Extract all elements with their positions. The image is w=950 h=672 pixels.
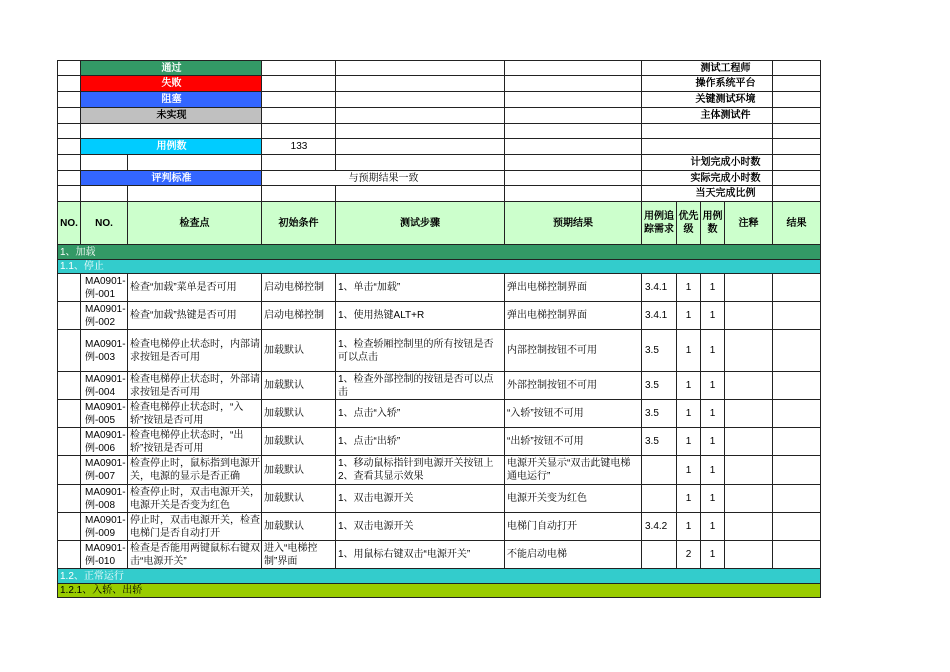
blank-cell <box>336 108 505 124</box>
table-header-row <box>58 202 821 245</box>
trace-requirement-cell: 3.4.1 <box>642 302 677 330</box>
info-label-planned-hours: 计划完成小时数 <box>642 155 773 171</box>
summary-row <box>58 124 821 139</box>
header-result: 结果 <box>773 202 821 245</box>
blank-cell <box>505 108 642 124</box>
result-cell <box>773 513 821 541</box>
result-cell <box>773 541 821 569</box>
blank-cell <box>773 139 821 155</box>
blank-cell <box>81 186 128 202</box>
blank-cell <box>128 155 262 171</box>
header-expected-result: 预期结果 <box>505 202 642 245</box>
precondition-cell: 加载默认 <box>262 456 336 485</box>
summary-row <box>58 76 821 92</box>
case-count-cell: 1 <box>701 372 725 400</box>
legend-blocked: 阻塞 <box>81 92 262 108</box>
case-count-cell: 1 <box>701 274 725 302</box>
blank-cell <box>58 186 81 202</box>
expected-result-cell: 外部控制按钮不可用 <box>505 372 642 400</box>
priority-cell: 1 <box>677 274 701 302</box>
case-id-cell: MA0901-例-002 <box>81 302 128 330</box>
case-count-cell: 1 <box>701 456 725 485</box>
info-value-actual-hours <box>773 171 821 186</box>
legend-fail: 失败 <box>81 76 262 92</box>
table-row <box>58 541 821 569</box>
header-note: 注释 <box>725 202 773 245</box>
blank-cell <box>336 124 505 139</box>
info-label-daily-completion-ratio: 当天完成比例 <box>642 186 773 202</box>
section-title: 1.1、停止 <box>58 260 821 274</box>
row-no-cell <box>58 372 81 400</box>
trace-requirement-cell <box>642 541 677 569</box>
blank-cell <box>81 124 262 139</box>
blank-cell <box>642 139 773 155</box>
expected-result-cell: 内部控制按钮不可用 <box>505 330 642 372</box>
header-case-count: 用例数 <box>701 202 725 245</box>
case-count-cell: 1 <box>701 485 725 513</box>
info-value-main-test-item <box>773 108 821 124</box>
expected-result-cell: 不能启动电梯 <box>505 541 642 569</box>
test-case-sheet <box>57 60 821 598</box>
case-count-label: 用例数 <box>81 139 262 155</box>
trace-requirement-cell: 3.5 <box>642 428 677 456</box>
blank-cell <box>336 92 505 108</box>
expected-result-cell: 电源开关变为红色 <box>505 485 642 513</box>
result-cell <box>773 428 821 456</box>
summary-row <box>58 155 821 171</box>
case-id-cell: MA0901-例-001 <box>81 274 128 302</box>
row-no-cell <box>58 485 81 513</box>
case-id-cell: MA0901-例-010 <box>81 541 128 569</box>
header-no-2: NO. <box>81 202 128 245</box>
blank-cell <box>262 108 336 124</box>
case-count-cell: 1 <box>701 428 725 456</box>
table-row <box>58 330 821 372</box>
case-id-cell: MA0901-例-004 <box>81 372 128 400</box>
note-cell <box>725 513 773 541</box>
table-row <box>58 513 821 541</box>
row-no-cell <box>58 513 81 541</box>
case-count-value: 133 <box>262 139 336 155</box>
case-count-cell: 1 <box>701 330 725 372</box>
steps-cell: 1、单击“加载” <box>336 274 505 302</box>
case-count-cell: 1 <box>701 541 725 569</box>
checkpoint-cell: 检查停止时，双击电源开关，电源开关是否变为红色 <box>128 485 262 513</box>
result-cell <box>773 485 821 513</box>
case-id-cell: MA0901-例-007 <box>81 456 128 485</box>
blank-cell <box>128 186 262 202</box>
expected-result-cell: 电源开关显示“双击此键电梯通电运行” <box>505 456 642 485</box>
precondition-cell: 加载默认 <box>262 428 336 456</box>
section-title: 1.2.1、入轿、出轿 <box>58 584 821 598</box>
table-row <box>58 372 821 400</box>
precondition-cell: 加载默认 <box>262 513 336 541</box>
info-label-main-test-item: 主体测试件 <box>642 108 773 124</box>
header-priority: 优先级 <box>677 202 701 245</box>
blank-cell <box>58 92 81 108</box>
priority-cell: 1 <box>677 428 701 456</box>
blank-cell <box>58 139 81 155</box>
criteria-label: 评判标准 <box>81 171 262 186</box>
checkpoint-cell: 检查电梯停止状态时，内部请求按钮是否可用 <box>128 330 262 372</box>
note-cell <box>725 428 773 456</box>
info-value-daily-completion-ratio <box>773 186 821 202</box>
result-cell <box>773 330 821 372</box>
table-row <box>58 428 821 456</box>
result-cell <box>773 302 821 330</box>
trace-requirement-cell: 3.4.2 <box>642 513 677 541</box>
checkpoint-cell: 检查“加载”热键是否可用 <box>128 302 262 330</box>
blank-cell <box>58 171 81 186</box>
precondition-cell: 加载默认 <box>262 330 336 372</box>
row-no-cell <box>58 541 81 569</box>
blank-cell <box>58 61 81 76</box>
trace-requirement-cell: 3.4.1 <box>642 274 677 302</box>
case-count-cell: 1 <box>701 400 725 428</box>
row-no-cell <box>58 330 81 372</box>
info-value-planned-hours <box>773 155 821 171</box>
blank-cell <box>58 124 81 139</box>
result-cell <box>773 400 821 428</box>
table-row <box>58 274 821 302</box>
case-id-cell: MA0901-例-003 <box>81 330 128 372</box>
expected-result-cell: 电梯门自动打开 <box>505 513 642 541</box>
note-cell <box>725 541 773 569</box>
case-id-cell: MA0901-例-008 <box>81 485 128 513</box>
blank-cell <box>642 124 773 139</box>
section-title: 1、加载 <box>58 245 821 260</box>
blank-cell <box>336 61 505 76</box>
info-label-actual-hours: 实际完成小时数 <box>642 171 773 186</box>
trace-requirement-cell <box>642 456 677 485</box>
blank-cell <box>262 92 336 108</box>
priority-cell: 1 <box>677 400 701 428</box>
precondition-cell: 加载默认 <box>262 400 336 428</box>
table-row <box>58 485 821 513</box>
blank-cell <box>262 124 336 139</box>
case-count-cell: 1 <box>701 302 725 330</box>
trace-requirement-cell <box>642 485 677 513</box>
table-row <box>58 400 821 428</box>
blank-cell <box>262 76 336 92</box>
legend-not-implemented: 未实现 <box>81 108 262 124</box>
expected-result-cell: 弹出电梯控制界面 <box>505 274 642 302</box>
blank-cell <box>336 76 505 92</box>
note-cell <box>725 274 773 302</box>
steps-cell: 1、使用热键ALT+R <box>336 302 505 330</box>
blank-cell <box>58 76 81 92</box>
row-no-cell <box>58 274 81 302</box>
blank-cell <box>505 61 642 76</box>
summary-row <box>58 108 821 124</box>
priority-cell: 1 <box>677 456 701 485</box>
steps-cell: 1、点击“出轿” <box>336 428 505 456</box>
header-steps: 测试步骤 <box>336 202 505 245</box>
priority-cell: 1 <box>677 302 701 330</box>
blank-cell <box>505 76 642 92</box>
header-precondition: 初始条件 <box>262 202 336 245</box>
checkpoint-cell: 检查是否能用两键鼠标右键双击“电源开关” <box>128 541 262 569</box>
steps-cell: 1、双击电源开关 <box>336 485 505 513</box>
header-no-1: NO. <box>58 202 81 245</box>
blank-cell <box>336 155 505 171</box>
blank-cell <box>262 61 336 76</box>
expected-result-cell: “入轿”按钮不可用 <box>505 400 642 428</box>
blank-cell <box>505 186 642 202</box>
result-cell <box>773 372 821 400</box>
checkpoint-cell: 检查电梯停止状态时，外部请求按钮是否可用 <box>128 372 262 400</box>
blank-cell <box>81 155 128 171</box>
table-row <box>58 302 821 330</box>
result-cell <box>773 274 821 302</box>
blank-cell <box>505 139 642 155</box>
case-id-cell: MA0901-例-005 <box>81 400 128 428</box>
checkpoint-cell: 检查停止时，鼠标指到电源开关，电源的显示是否正确 <box>128 456 262 485</box>
info-label-key-test-environment: 关键测试环境 <box>642 92 773 108</box>
blank-cell <box>336 186 505 202</box>
precondition-cell: 加载默认 <box>262 372 336 400</box>
expected-result-cell: “出轿”按钮不可用 <box>505 428 642 456</box>
info-value-test-engineer <box>773 61 821 76</box>
blank-cell <box>505 155 642 171</box>
summary-row <box>58 139 821 155</box>
header-trace-requirement: 用例追踪需求 <box>642 202 677 245</box>
blank-cell <box>505 92 642 108</box>
blank-cell <box>336 139 505 155</box>
checkpoint-cell: 检查电梯停止状态时，“出轿”按钮是否可用 <box>128 428 262 456</box>
steps-cell: 1、检查外部控制的按钮是否可以点击 <box>336 372 505 400</box>
steps-cell: 1、点击“入轿” <box>336 400 505 428</box>
blank-cell <box>58 155 81 171</box>
blank-cell <box>262 186 336 202</box>
checkpoint-cell: 检查“加载”菜单是否可用 <box>128 274 262 302</box>
priority-cell: 1 <box>677 372 701 400</box>
section-title: 1.2、正常运行 <box>58 569 821 584</box>
row-no-cell <box>58 456 81 485</box>
info-label-os-platform: 操作系统平台 <box>642 76 773 92</box>
trace-requirement-cell: 3.5 <box>642 372 677 400</box>
summary-row <box>58 61 821 76</box>
expected-result-cell: 弹出电梯控制界面 <box>505 302 642 330</box>
note-cell <box>725 485 773 513</box>
priority-cell: 1 <box>677 513 701 541</box>
priority-cell: 1 <box>677 485 701 513</box>
summary-row <box>58 171 821 186</box>
blank-cell <box>773 124 821 139</box>
precondition-cell: 加载默认 <box>262 485 336 513</box>
trace-requirement-cell: 3.5 <box>642 400 677 428</box>
note-cell <box>725 302 773 330</box>
blank-cell <box>262 155 336 171</box>
steps-cell: 1、移动鼠标指针到电源开关按钮上 2、查看其显示效果 <box>336 456 505 485</box>
case-id-cell: MA0901-例-006 <box>81 428 128 456</box>
table-row <box>58 456 821 485</box>
row-no-cell <box>58 400 81 428</box>
section-row <box>58 569 821 584</box>
section-row <box>58 245 821 260</box>
precondition-cell: 启动电梯控制 <box>262 302 336 330</box>
priority-cell: 2 <box>677 541 701 569</box>
priority-cell: 1 <box>677 330 701 372</box>
note-cell <box>725 400 773 428</box>
checkpoint-cell: 检查电梯停止状态时，“入轿”按钮是否可用 <box>128 400 262 428</box>
legend-pass: 通过 <box>81 61 262 76</box>
row-no-cell <box>58 428 81 456</box>
note-cell <box>725 456 773 485</box>
result-cell <box>773 456 821 485</box>
info-value-key-test-environment <box>773 92 821 108</box>
trace-requirement-cell: 3.5 <box>642 330 677 372</box>
section-row <box>58 584 821 598</box>
summary-row <box>58 186 821 202</box>
note-cell <box>725 330 773 372</box>
note-cell <box>725 372 773 400</box>
precondition-cell: 进入“电梯控制”界面 <box>262 541 336 569</box>
summary-row <box>58 92 821 108</box>
info-value-os-platform <box>773 76 821 92</box>
steps-cell: 1、用鼠标右键双击“电源开关” <box>336 541 505 569</box>
criteria-value: 与预期结果一致 <box>262 171 505 186</box>
checkpoint-cell: 停止时，双击电源开关，检查电梯门是否自动打开 <box>128 513 262 541</box>
row-no-cell <box>58 302 81 330</box>
section-row <box>58 260 821 274</box>
steps-cell: 1、检查轿厢控制里的所有按钮是否可以点击 <box>336 330 505 372</box>
steps-cell: 1、双击电源开关 <box>336 513 505 541</box>
blank-cell <box>58 108 81 124</box>
case-id-cell: MA0901-例-009 <box>81 513 128 541</box>
case-count-cell: 1 <box>701 513 725 541</box>
blank-cell <box>505 124 642 139</box>
precondition-cell: 启动电梯控制 <box>262 274 336 302</box>
info-label-test-engineer: 测试工程师 <box>642 61 773 76</box>
header-checkpoint: 检查点 <box>128 202 262 245</box>
blank-cell <box>505 171 642 186</box>
